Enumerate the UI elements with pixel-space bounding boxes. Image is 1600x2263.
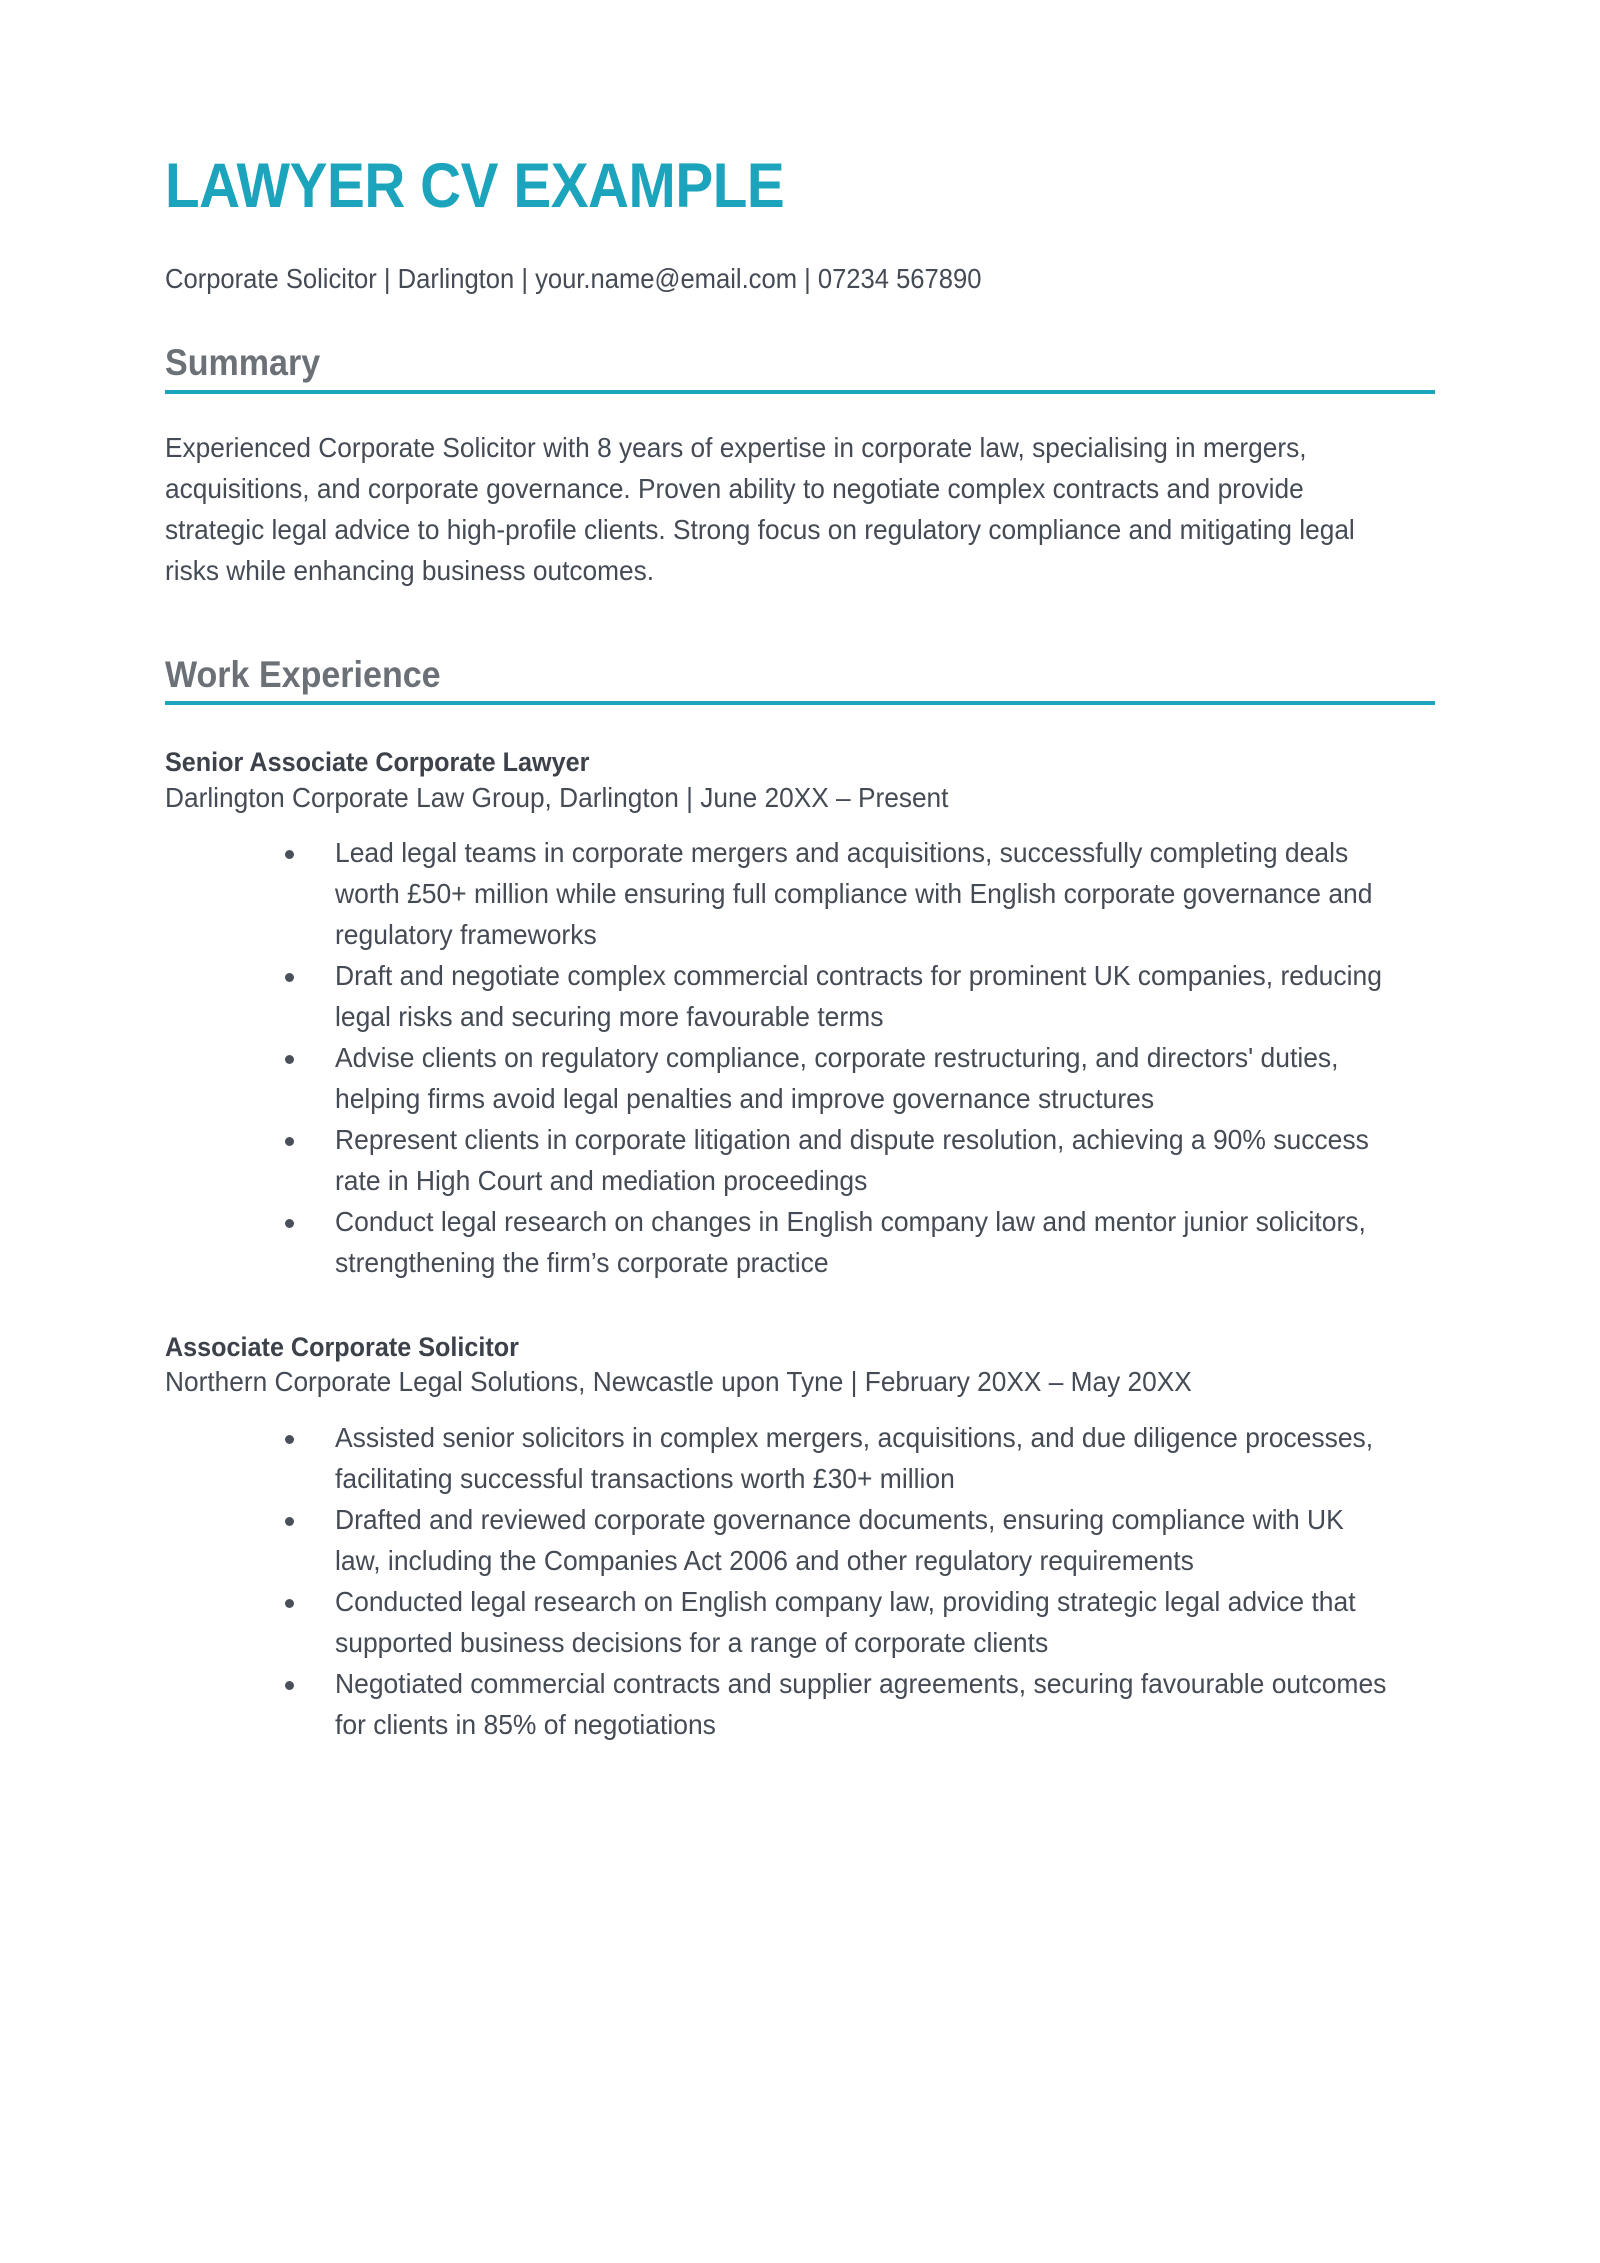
job-bullet-list [165,816,1435,1284]
job-employer-dates: Darlington Corporate Law Group, Darlington | June 20XX – Present [165,781,949,813]
section-summary [165,296,1435,591]
page-title: LAWYER CV EXAMPLE [165,151,785,221]
contact-line: Corporate Solicitor | Darlington | your.name@email.com | 07234 567890 [165,263,982,294]
bullet-text: Drafted and reviewed corporate governance documents, ensuring compliance with UK law, including the Companies Act 2006 and other regulatory requirements [335,1503,1344,1576]
list-item [165,1500,1435,1582]
list-item [165,1418,1435,1500]
list-item [165,1664,1435,1746]
bullet-text: Represent clients in corporate litigation and dispute resolution, achieving a 90% success rate in High Court and mediation proceedings [335,1123,1369,1196]
list-item [165,956,1435,1038]
job-entry [165,705,1435,1284]
list-item [165,1582,1435,1664]
list-item [165,1202,1435,1284]
bullet-text: Negotiated commercial contracts and supplier agreements, securing favourable outcomes for clients in 85% of negotiations [335,1667,1387,1740]
list-item [165,833,1435,956]
section-heading-work-experience: Work Experience [165,653,441,695]
summary-paragraph: Experienced Corporate Solicitor with 8 years of expertise in corporate law, specialising in mergers, acquisitions, and corporate governance. Proven ability to negotiate complex contracts and provide strategic legal advice to high-profile clients. Strong focus on regulatory compliance and mitigating legal risks while enhancing business outcomes. [165,431,1355,586]
bullet-text: Assisted senior solicitors in complex mergers, acquisitions, and due diligence processes, facilitating successful transactions worth £30+ million [335,1421,1374,1494]
job-title: Associate Corporate Solicitor [165,1331,519,1362]
list-item [165,1038,1435,1120]
section-heading-summary: Summary [165,342,321,384]
job-title: Senior Associate Corporate Lawyer [165,747,590,778]
job-bullet-list [165,1401,1435,1746]
job-entry [165,1284,1435,1746]
bullet-text: Conducted legal research on English company law, providing strategic legal advice that supported business decisions for a range of corporate clients [335,1585,1356,1658]
job-employer-dates: Northern Corporate Legal Solutions, Newcastle upon Tyne | February 20XX – May 20XX [165,1366,1192,1398]
list-item [165,1120,1435,1202]
bullet-text: Advise clients on regulatory compliance, corporate restructuring, and directors' duties, helping firms avoid legal penalties and improve governance structures [335,1041,1339,1114]
bullet-text: Lead legal teams in corporate mergers and acquisitions, successfully completing deals worth £50+ million while ensuring full compliance with English corporate governance and regulatory frameworks [335,837,1373,951]
bullet-text: Conduct legal research on changes in English company law and mentor junior solicitors, strengthening the firm’s corporate practice [335,1205,1366,1278]
section-work-experience [165,592,1435,1746]
bullet-text: Draft and negotiate complex commercial contracts for prominent UK companies, reducing legal risks and securing more favourable terms [335,960,1382,1032]
